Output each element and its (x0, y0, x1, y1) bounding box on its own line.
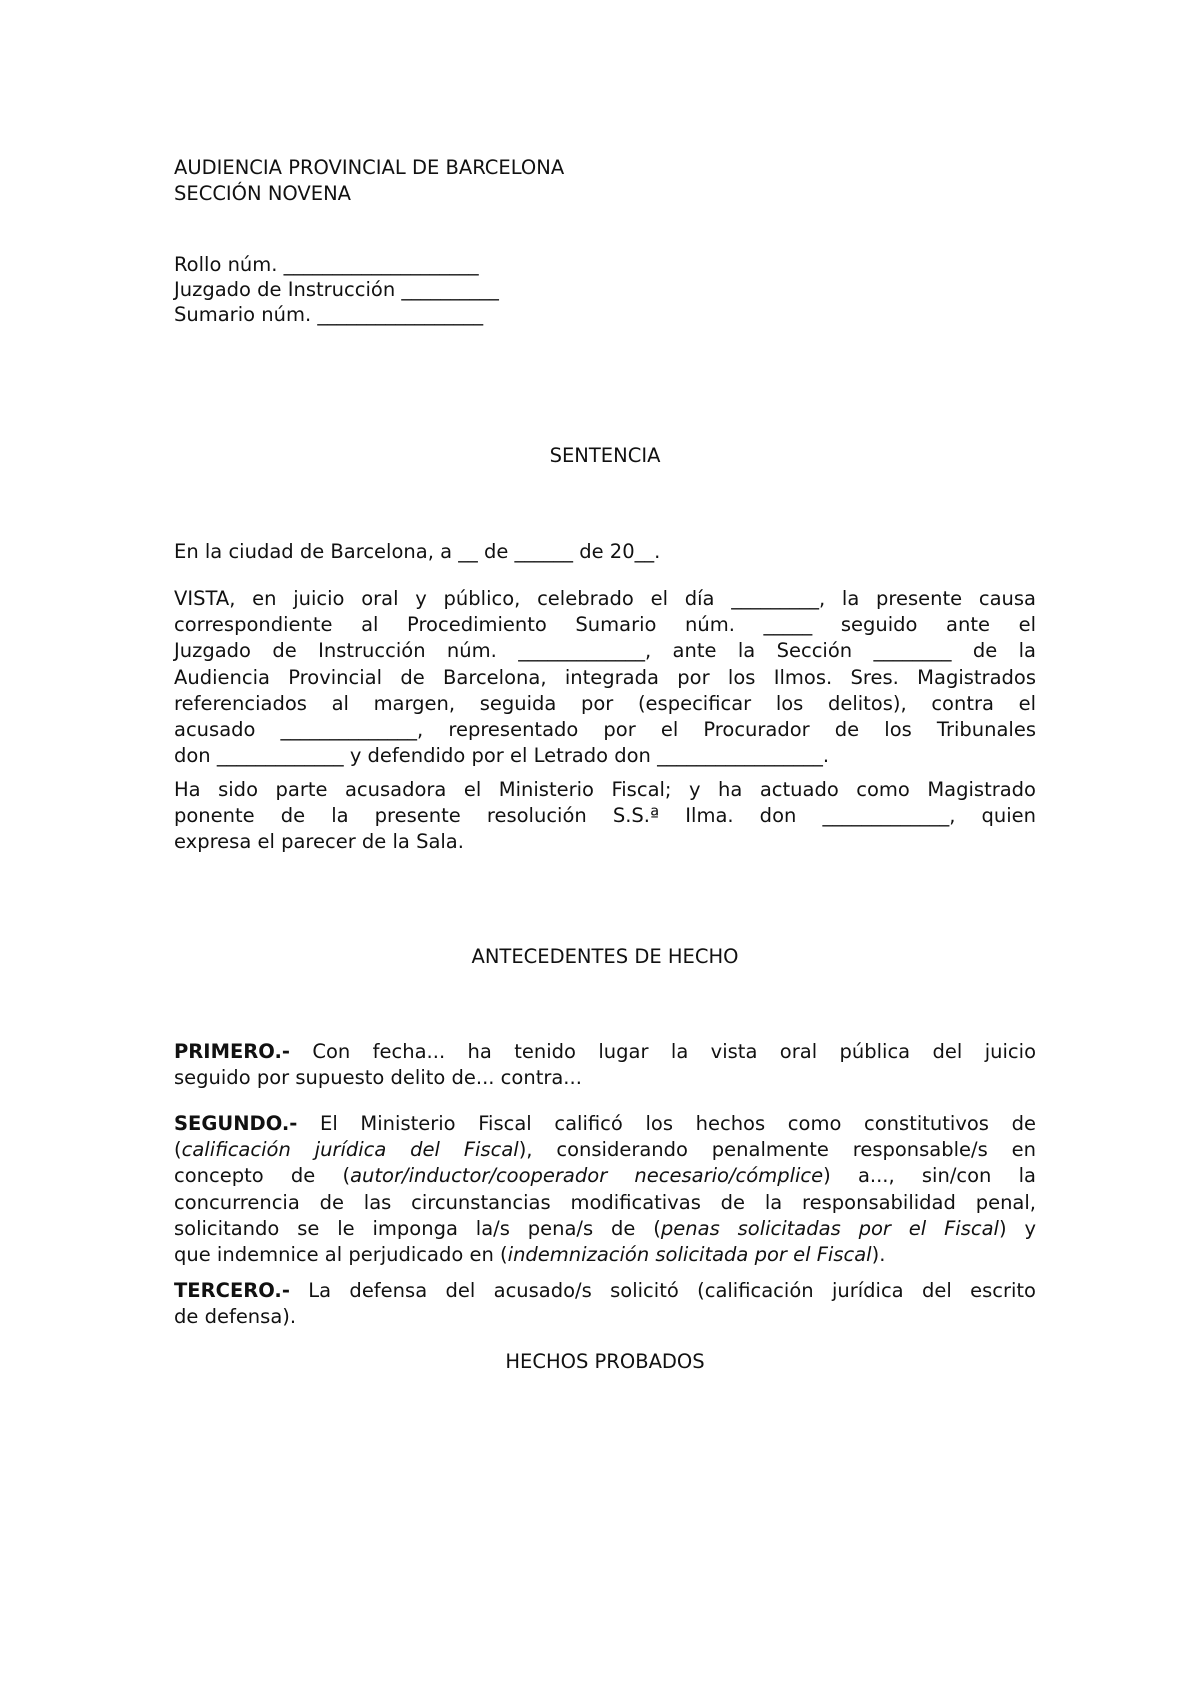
sumario-reference: Sumario núm. _________________ (174, 303, 484, 326)
primero-label: PRIMERO.- (174, 1040, 290, 1063)
segundo-text: ), considerando penalmente responsable/s en (518, 1138, 1036, 1162)
tercero-paragraph (174, 1278, 1036, 1330)
parte-line: expresa el parecer de la Sala. (174, 830, 464, 854)
segundo-line (174, 1111, 1036, 1137)
hechos-probados-title: HECHOS PROBADOS (505, 1350, 705, 1373)
segundo-paragraph (174, 1111, 1036, 1268)
antecedentes-title: ANTECEDENTES DE HECHO (471, 945, 739, 968)
tercero-label: TERCERO.- (174, 1279, 290, 1302)
primero-paragraph (174, 1039, 1036, 1091)
vista-paragraph (174, 586, 1036, 769)
segundo-line (174, 1163, 1036, 1189)
segundo-line: concurrencia de las circunstancias modificativas de la responsabilidad penal, (174, 1190, 1036, 1214)
parte-line: Ha sido parte acusadora el Ministerio Fiscal; y ha actuado como Magistrado (174, 778, 1036, 801)
vista-line: acusado ______________, representado por el Procurador de los Tribunales (174, 718, 1036, 742)
vista-line: correspondiente al Procedimiento Sumario núm. _____ seguido ante el (174, 613, 1036, 637)
date-line: En la ciudad de Barcelona, a __ de ______ de 20__. (174, 540, 661, 563)
primero-line: seguido por supuesto delito de... contra... (174, 1066, 582, 1090)
primero-text: Con fecha... ha tenido lugar la vista oral pública del juicio (312, 1040, 1036, 1063)
vista-line: don _____________ y defendido por el Letrado don _________________. (174, 744, 830, 768)
segundo-text: El Ministerio Fiscal calificó los hechos como constitutivos de (320, 1112, 1036, 1135)
court-name: AUDIENCIA PROVINCIAL DE BARCELONA (174, 156, 565, 179)
segundo-text: que indemnice al perjudicado en ( (174, 1243, 508, 1267)
rollo-reference: Rollo núm. ____________________ (174, 253, 479, 276)
tercero-text: La defensa del acusado/s solicitó (calificación jurídica del escrito (308, 1279, 1036, 1302)
primero-line (174, 1039, 1036, 1065)
parte-paragraph (174, 777, 1036, 856)
segundo-text: ). (871, 1243, 886, 1267)
segundo-text: concepto de ( (174, 1164, 351, 1188)
tercero-line: de defensa). (174, 1305, 297, 1329)
segundo-text: ) a..., sin/con la (823, 1164, 1036, 1188)
court-section: SECCIÓN NOVENA (174, 182, 351, 205)
segundo-line (174, 1242, 1036, 1268)
vista-line: Audiencia Provincial de Barcelona, integrada por los Ilmos. Sres. Magistrados (174, 665, 1036, 689)
sentencia-title: SENTENCIA (549, 444, 661, 467)
vista-line: VISTA, en juicio oral y público, celebrado el día _________, la presente causa (174, 587, 1036, 610)
parte-line: ponente de la presente resolución S.S.ª Ilma. don _____________, quien (174, 804, 1036, 828)
segundo-italic: penas solicitadas por el Fiscal (660, 1216, 999, 1240)
segundo-line (174, 1216, 1036, 1242)
segundo-text: ( (174, 1138, 182, 1162)
segundo-italic: calificación jurídica del Fiscal (181, 1138, 519, 1162)
segundo-text: ) y (998, 1216, 1037, 1240)
tercero-line (174, 1278, 1036, 1304)
juzgado-reference: Juzgado de Instrucción __________ (174, 278, 499, 301)
segundo-line (174, 1137, 1036, 1163)
segundo-italic: indemnización solicitada por el Fiscal (507, 1243, 872, 1267)
segundo-italic: autor/inductor/cooperador necesario/cómplice (350, 1164, 824, 1188)
document-page (174, 0, 1036, 1698)
vista-line: referenciados al margen, seguida por (especificar los delitos), contra el (174, 691, 1036, 715)
segundo-text: solicitando se le imponga la/s pena/s de ( (174, 1216, 661, 1240)
segundo-label: SEGUNDO.- (174, 1112, 298, 1135)
vista-line: Juzgado de Instrucción núm. _____________, ante la Sección ________ de la (174, 639, 1036, 663)
